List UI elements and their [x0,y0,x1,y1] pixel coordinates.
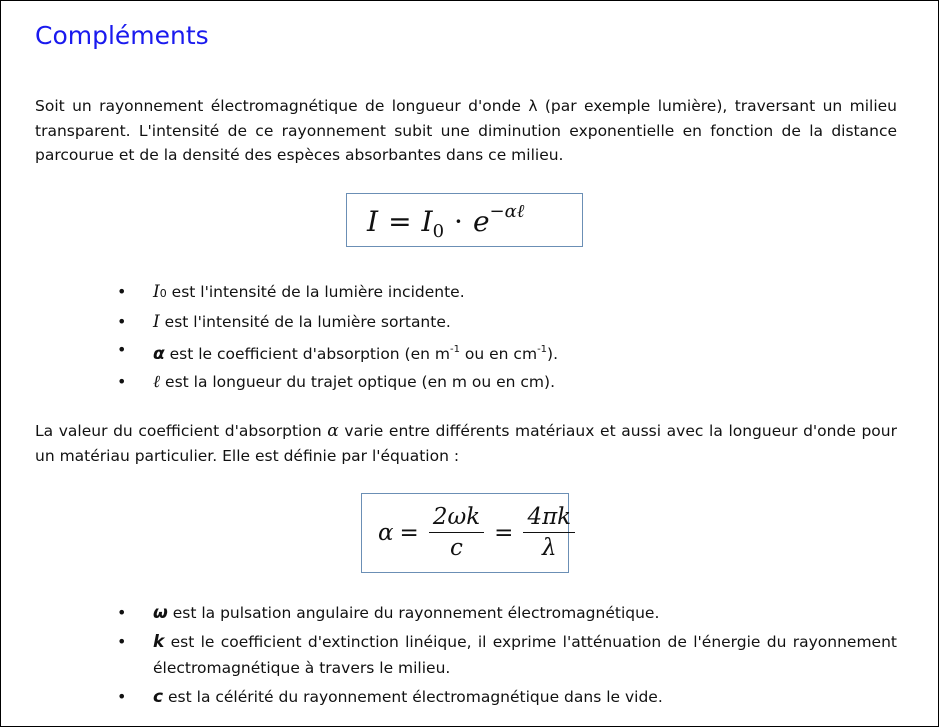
list-item-text: ou en cm [459,345,538,363]
list-item [111,308,897,336]
symbol-alpha: α [153,344,165,364]
symbol-k: k [153,631,165,652]
symbol-i: I [153,312,160,332]
list-item [111,684,897,711]
eq1-lhs: I [367,205,379,238]
symbol-c: c [153,686,164,707]
list-item [111,278,897,308]
unit-exponent: -1 [537,344,548,355]
eq2-numerator-2: 4πk [523,504,575,533]
list-item-text: ). [547,345,559,363]
symbol-i0: I [153,282,160,302]
beer-lambert-equation-box [346,193,583,247]
alpha-paragraph [35,419,897,468]
paragraph-text: varie entre différents matériaux et aussi avec la longueur d'onde pour un matériau particulier. Elle est définie par l'équation : [35,422,897,465]
absorption-coefficient-equation [378,504,579,561]
beer-lambert-equation [367,201,524,242]
eq1-exp-base: e [472,205,490,238]
eq2-equals-2: = [494,519,514,546]
eq2-denominator-2: λ [541,535,557,561]
list-item [111,336,897,368]
eq2-fraction-1 [429,504,484,561]
list-item-text: est l'intensité de la lumière incidente. [171,283,465,301]
eq1-exponent: −αℓ [489,201,525,222]
list-item [111,600,897,627]
list-item-text: est la longueur du trajet optique (en m ou en cm). [165,373,556,391]
list-item-text: est la célérité du rayonnement électromagnétique dans le vide. [168,687,663,706]
eq1-base-subscript: 0 [432,221,445,242]
eq1-dot: · [454,205,463,238]
list-item-text: est l'intensité de la lumière sortante. [164,313,451,331]
variables-list-2 [111,600,897,712]
eq2-fraction-2 [523,504,575,561]
list-item-text: est le coefficient d'absorption (en m [169,345,450,363]
unit-exponent: -1 [450,344,460,355]
list-item-text: est la pulsation angulaire du rayonnement électromagnétique. [172,604,660,622]
symbol-omega: ω [153,603,168,623]
paragraph-text: La valeur du coefficient d'absorption [35,422,328,440]
eq2-numerator-1: 2ωk [429,504,484,533]
list-item [111,629,897,682]
page-title: Compléments [35,21,209,50]
eq2-lhs: α [378,519,394,546]
symbol-i0-subscript: 0 [159,287,167,300]
intro-paragraph: Soit un rayonnement électromagnétique de longueur d'onde λ (par exemple lumière), traversant un milieu transparent. L'intensité de ce rayonnement subit une diminution exponentielle en fonction de la distance parcourue et de la densité des espèces absorbantes dans ce milieu. [35,97,897,164]
eq2-equals-1: = [399,519,419,546]
variables-list-1 [111,278,897,396]
eq2-denominator-1: c [450,535,463,561]
symbol-ell: ℓ [153,372,161,392]
absorption-coefficient-equation-box [361,493,572,573]
eq1-equals: = [388,205,412,238]
symbol-alpha-inline: α [327,421,339,441]
list-item [111,368,897,396]
list-item-text: est le coefficient d'extinction linéique, il exprime l'atténuation de l'énergie du rayonnement électromagnétique à travers le milieu. [153,632,897,677]
eq1-base: I [421,205,433,238]
